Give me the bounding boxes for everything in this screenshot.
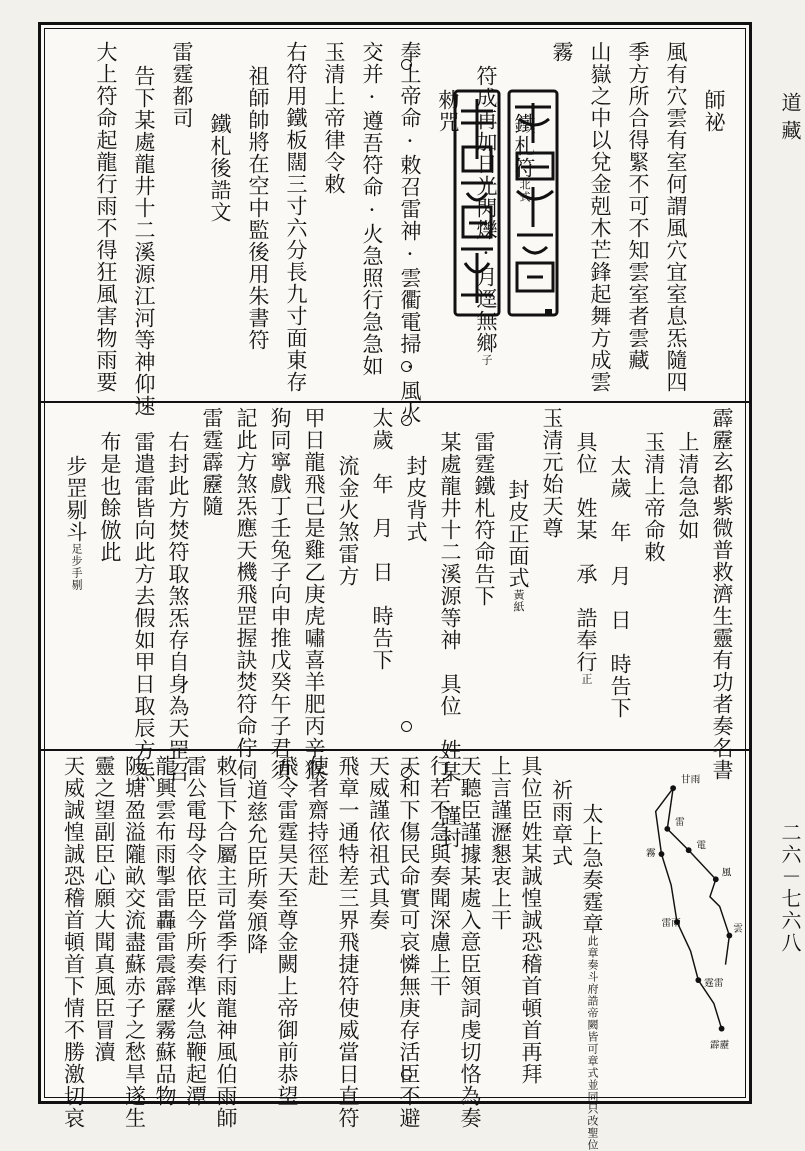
column-text: 流金火煞雷方 bbox=[336, 455, 360, 587]
text-column bbox=[243, 41, 273, 391]
column-annotation: 足步手剔 bbox=[70, 543, 83, 591]
text-column bbox=[163, 407, 193, 783]
route-label: 霧 bbox=[645, 848, 656, 860]
column-text: 鐵札後誥文 bbox=[208, 113, 232, 223]
column-text: 封皮正面式 bbox=[506, 479, 530, 589]
column-text: 季方所合得緊不可不知雲室者雲藏 bbox=[626, 41, 650, 371]
text-column bbox=[433, 41, 463, 391]
text-column bbox=[425, 755, 455, 1093]
text-column bbox=[673, 407, 703, 743]
text-column bbox=[167, 41, 197, 391]
text-column bbox=[364, 755, 394, 1093]
text-column bbox=[699, 41, 729, 391]
text-column bbox=[623, 41, 653, 391]
text-column bbox=[319, 41, 349, 391]
text-column bbox=[265, 407, 295, 781]
column-text: 龍興雲布雨掣雷轟雷震霹靂霧蘇品物 bbox=[153, 755, 177, 1107]
text-column bbox=[605, 407, 635, 743]
column-text: 玉清上帝命敕 bbox=[642, 431, 666, 563]
text-column bbox=[661, 41, 691, 391]
column-text: 道慈允臣所奏頒降 bbox=[244, 779, 269, 955]
text-column bbox=[503, 407, 533, 743]
column-text: 勑咒 bbox=[436, 89, 460, 133]
column-annotation: 黃紙 bbox=[512, 589, 525, 613]
column-text: 師祕 bbox=[702, 89, 726, 133]
column-text: 飛令雷霆昊天至尊金闕上帝御前恭望 bbox=[275, 755, 299, 1107]
column-text: 玉清元始天尊 bbox=[540, 407, 564, 539]
route-label: 霹靂 bbox=[709, 1040, 730, 1052]
text-column bbox=[333, 755, 363, 1129]
text-column bbox=[471, 41, 501, 391]
text-column bbox=[547, 755, 577, 1093]
column-text: 雷公電母令依臣今所奏準火急鞭起潭 bbox=[183, 755, 208, 1107]
margin-circle bbox=[401, 59, 412, 70]
column-text: 雷遣雷皆向此方去假如甲日取辰方炁 bbox=[132, 431, 156, 783]
text-column bbox=[455, 755, 485, 1129]
column-text: 步罡剔斗 bbox=[64, 455, 88, 543]
text-column bbox=[639, 407, 669, 743]
margin-circle bbox=[401, 767, 412, 778]
route-label: 風 bbox=[721, 867, 732, 879]
column-text: 天聽臣謹據某處入意臣領詞虔切恪為奏 bbox=[458, 755, 482, 1129]
text-column bbox=[59, 755, 89, 1129]
column-text: 上言謹瀝懇衷上干 bbox=[488, 755, 513, 931]
text-column bbox=[509, 41, 539, 391]
route-label: 電 bbox=[696, 840, 707, 852]
column-text: 告下某處龍井十二溪源江河等神仰速 bbox=[132, 65, 156, 417]
column-text: 右封此方焚符取煞炁存自身為天罡召 bbox=[166, 431, 190, 783]
steps-route-diagram bbox=[615, 761, 743, 1081]
column-text: 布是也餘倣此 bbox=[98, 431, 122, 563]
column-annotation: 正 bbox=[580, 673, 593, 685]
text-column bbox=[120, 755, 150, 1129]
text-column bbox=[401, 407, 431, 743]
text-column bbox=[516, 755, 546, 1093]
column-text: 大上符命起龍行雨不得狂風害物雨要 bbox=[94, 41, 118, 393]
text-column bbox=[469, 407, 499, 743]
margin-circle bbox=[401, 361, 412, 372]
text-column bbox=[197, 407, 227, 743]
text-column bbox=[129, 41, 159, 417]
column-text: 雷霆都司 bbox=[170, 41, 194, 129]
column-text: 甲日龍飛己是雞乙庚虎嘯喜羊肥丙辛猴 bbox=[302, 407, 326, 781]
text-column bbox=[367, 407, 397, 743]
text-column bbox=[357, 41, 387, 391]
column-text: 行若不急與奏聞深慮上干 bbox=[427, 755, 452, 997]
column-text: 奉上帝命·敕召雷神·雲衢電掃·風火 bbox=[398, 41, 422, 424]
text-column bbox=[181, 755, 211, 1107]
column-text: 雷霆霹靂隨 bbox=[200, 407, 224, 517]
route-label: 霆雷 bbox=[704, 977, 724, 989]
column-text: 敕旨下合屬主司當季行雨龍神風伯雨師 bbox=[214, 755, 238, 1129]
column-text: 符成再加日光閃爍·月逕無鄉 bbox=[474, 65, 498, 354]
column-text: 太歲 年 月 日 時告下 bbox=[608, 455, 632, 719]
route-label: 甘雨 bbox=[680, 774, 701, 786]
page-frame bbox=[38, 22, 752, 1151]
text-column bbox=[272, 755, 302, 1107]
text-column bbox=[707, 407, 737, 781]
text-column bbox=[231, 407, 261, 781]
text-column bbox=[394, 755, 424, 1129]
divider-2 bbox=[41, 749, 749, 751]
side-page-number: 二六－七六八 bbox=[778, 822, 802, 954]
panel-top bbox=[49, 41, 743, 424]
column-text: 祈雨章式 bbox=[549, 779, 574, 867]
text-column bbox=[129, 407, 159, 783]
route-label: 雲 bbox=[733, 923, 743, 935]
side-title-top: 道藏 bbox=[778, 92, 802, 148]
column-text: 具位 姓某 承 誥奉行 bbox=[574, 431, 598, 673]
text-column bbox=[571, 407, 601, 743]
column-text: 陂塘盈溢隴畝交流盡蘇赤子之愁旱遂生 bbox=[122, 755, 147, 1129]
column-text: 飛章一通特差三界飛捷符使威當日直符 bbox=[336, 755, 360, 1129]
text-column bbox=[91, 41, 121, 391]
text-column bbox=[486, 755, 516, 1093]
column-text: 封皮背式 bbox=[404, 455, 428, 543]
text-column bbox=[299, 407, 329, 781]
route-label: 雷雨 bbox=[661, 917, 681, 929]
column-text: 祖師帥將在空中監後用朱書符 bbox=[246, 65, 270, 351]
text-column bbox=[95, 407, 125, 743]
column-text: 天威誠惶誠恐稽首頓首下情不勝激切哀 bbox=[61, 755, 86, 1129]
column-annotation: 北式 bbox=[518, 179, 531, 203]
text-column bbox=[435, 407, 465, 849]
panel-bottom bbox=[49, 755, 743, 1151]
text-column bbox=[395, 41, 425, 424]
column-text: 記此方煞炁應天機飛罡握訣焚符命佇伺 bbox=[234, 407, 258, 781]
text-column bbox=[333, 407, 363, 743]
column-text: 玉清上帝律令敕 bbox=[322, 41, 346, 195]
column-text: 上清急急如 bbox=[676, 431, 700, 541]
text-column bbox=[89, 755, 119, 1093]
column-text: 使者齋持徑赴 bbox=[305, 755, 330, 887]
column-text: 霧 bbox=[550, 41, 574, 63]
column-text: 靈之望副臣心願大聞真風臣冒瀆 bbox=[92, 755, 116, 1063]
column-text: 雷霆鐵札符命告下 bbox=[472, 431, 496, 607]
column-text: 太歲 年 月 日 時告下 bbox=[370, 407, 394, 671]
column-text: 太上急奏霆章 bbox=[580, 803, 604, 935]
text-column bbox=[205, 41, 235, 391]
text-column bbox=[303, 755, 333, 1093]
text-column bbox=[547, 41, 577, 391]
text-column bbox=[242, 755, 272, 1093]
margin-circle bbox=[401, 721, 412, 732]
text-column bbox=[150, 755, 180, 1107]
column-text: 某處龍井十二溪源等神 具位 姓某 謹封 bbox=[438, 431, 462, 849]
text-column bbox=[281, 41, 311, 391]
text-column bbox=[537, 407, 567, 743]
column-text: 天和下傷民命實可哀憐無庚存活臣不避 bbox=[397, 755, 421, 1129]
column-text: 山嶽之中以兌金剋木芒鋒起舞方成雲 bbox=[588, 41, 612, 393]
text-column bbox=[211, 755, 241, 1129]
column-text: 鐵札符 bbox=[512, 113, 536, 179]
column-text: 霹靂玄都紫微普救濟生靈有功者奏名書 bbox=[710, 407, 734, 781]
column-annotation: 此章奏斗府誥帝闕皆可章式並同只改聖位 bbox=[586, 935, 599, 1151]
margin-circle bbox=[401, 1069, 412, 1080]
column-text: 狗同寧戲丁壬兔子向申推戊癸午子君須 bbox=[268, 407, 292, 781]
column-text: 交并·遵吾符命·火急照行急急如 bbox=[360, 41, 384, 377]
route-label: 雷 bbox=[675, 817, 685, 828]
text-column bbox=[577, 755, 607, 1151]
text-column bbox=[61, 407, 91, 743]
column-text: 右符用鐵板闊三寸六分長九寸面東存 bbox=[284, 41, 308, 393]
text-column bbox=[585, 41, 615, 391]
column-text: 具位臣姓某誠惶誠恐稽首頓首再拜 bbox=[519, 755, 543, 1085]
column-text: 風有穴雲有室何謂風穴宜室息炁隨四 bbox=[664, 41, 688, 393]
divider-1 bbox=[41, 401, 749, 403]
column-annotation: 子 bbox=[480, 354, 493, 366]
column-text: 天威謹依祖式具奏 bbox=[366, 755, 391, 931]
margin-circle bbox=[401, 415, 412, 426]
